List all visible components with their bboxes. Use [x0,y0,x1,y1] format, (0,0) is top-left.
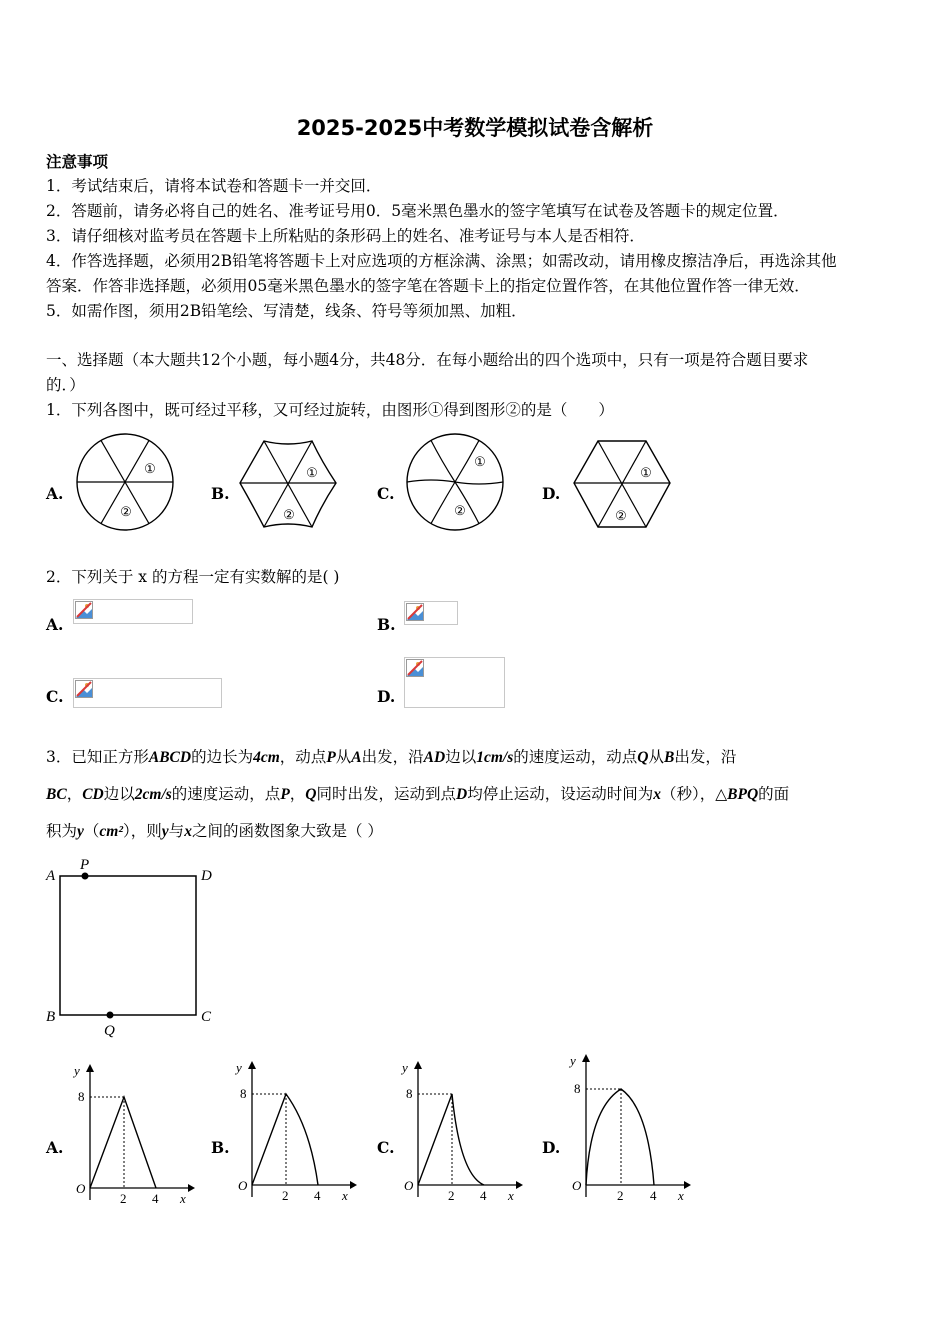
svg-text:4: 4 [480,1188,487,1202]
notice-item: 答案．作答非选择题，必须用05毫米黑色墨水的签字笔在答题卡上的指定位置作答，在其他位置作答一律无效． [46,277,810,295]
mark-1: ① [144,461,156,476]
q3-stem-line3: 积为y（cm²），则y与x之间的函数图象大致是（ ） [46,822,383,840]
section-heading: 一、选择题（本大题共12个小题，每小题4分，共48分．在每小题给出的四个选项中，只有一项是符合题目要求 [46,351,809,369]
svg-text:O: O [76,1181,86,1196]
svg-text:x: x [180,1191,186,1205]
svg-text:x: x [508,1188,514,1202]
q2-stem: 2．下列关于 x 的方程一定有实数解的是( ) [46,568,340,586]
mark-1: ① [640,465,652,480]
mark-1: ① [474,454,486,469]
point-q-label: Q [104,1023,115,1039]
q3-option-c-graph[interactable] [398,1057,523,1202]
q1-option-d-figure[interactable] [570,437,674,531]
broken-image-icon [75,680,93,698]
q2-option-d-image[interactable] [404,657,505,708]
q1-option-d-label[interactable]: D. [542,484,561,503]
mark-2: ② [120,504,132,519]
broken-image-icon [75,601,93,619]
notice-item: 3．请仔细核对监考员在答题卡上所粘贴的条形码上的姓名、准考证号与本人是否相符． [46,227,645,245]
svg-text:O: O [404,1178,414,1193]
section-heading-cont: 的．） [46,376,85,394]
notice-heading: 注意事项 [46,152,109,171]
broken-image-icon [406,659,424,677]
page-title: 2025-2025中考数学模拟试卷含解析 [296,116,654,140]
svg-text:4: 4 [650,1188,657,1200]
q3-option-d-label[interactable]: D. [542,1138,561,1157]
q3-option-c-label[interactable]: C. [377,1138,395,1157]
notice-item: 2．答题前，请务必将自己的姓名、准考证号用0．5毫米黑色墨水的签字笔填写在试卷及答题卡的规定位置． [46,202,789,220]
q1-stem: 1．下列各图中，既可经过平移，又可经过旋转，由图形①得到图形②的是（ ） [46,401,614,419]
vertex-d-label: D [201,868,212,884]
q1-option-b-label[interactable]: B. [211,484,230,503]
q3-option-b-graph[interactable] [232,1057,357,1202]
notice-item: 1．考试结束后，请将本试卷和答题卡一并交回． [46,177,382,195]
q1-option-a-label[interactable]: A. [46,484,64,503]
svg-text:y: y [236,1060,242,1075]
vertex-b-label: B [46,1009,56,1025]
svg-text:y: y [402,1060,408,1075]
svg-text:2: 2 [617,1188,624,1200]
q2-option-b-image[interactable] [404,601,458,625]
vertex-c-label: C [201,1009,212,1025]
q2-option-c-image[interactable] [73,678,222,708]
q1-option-a-figure[interactable] [75,432,175,532]
q1-option-c-label[interactable]: C. [377,484,395,503]
q3-option-b-label[interactable]: B. [211,1138,230,1157]
mark-1: ① [306,465,318,480]
q1-option-c-figure[interactable] [405,432,505,532]
svg-text:8: 8 [78,1089,85,1104]
point-p-label: P [80,857,90,873]
svg-text:y: y [74,1063,80,1078]
q3-stem-line1: 3．已知正方形ABCD的边长为4cm，动点P从A出发，沿AD边以1cm/s的速度运动，动点Q从B出发，沿 [46,748,737,766]
notice-item: 4．作答选择题，必须用2B铅笔将答题卡上对应选项的方框涂满、涂黑；如需改动，请用橡皮擦洁净后，再选涂其他 [46,252,837,270]
svg-text:O: O [572,1178,582,1193]
svg-text:8: 8 [574,1081,581,1096]
q2-option-c-label[interactable]: C. [46,687,64,706]
svg-text:x: x [342,1188,348,1202]
q2-option-b-label[interactable]: B. [377,615,396,634]
q2-option-a-image[interactable] [73,599,193,624]
q2-option-a-label[interactable]: A. [46,615,64,634]
mark-2: ② [615,508,627,523]
q2-option-d-label[interactable]: D. [377,687,396,706]
q3-square-figure [40,855,230,1045]
q1-option-b-figure[interactable] [236,437,340,531]
q3-option-a-label[interactable]: A. [46,1138,64,1157]
svg-text:2: 2 [282,1188,289,1202]
mark-2: ② [454,503,466,518]
svg-text:8: 8 [240,1086,247,1101]
broken-image-icon [406,603,424,621]
q3-option-a-graph[interactable] [70,1060,195,1205]
svg-text:2: 2 [448,1188,455,1202]
q3-option-d-graph[interactable] [566,1050,696,1200]
notice-item: 5．如需作图，须用2B铅笔绘、写清楚，线条、符号等须加黑、加粗． [46,302,527,320]
svg-text:y: y [570,1053,576,1068]
mark-2: ② [283,507,295,522]
svg-text:8: 8 [406,1086,413,1101]
svg-text:4: 4 [314,1188,321,1202]
svg-text:4: 4 [152,1191,159,1205]
q3-stem-line2: BC，CD边以2cm/s的速度运动，点P，Q同时出发，运动到点D均停止运动，设运动时间为x（秒），△BPQ的面 [46,785,790,803]
svg-text:O: O [238,1178,248,1193]
svg-text:x: x [678,1188,684,1200]
svg-text:2: 2 [120,1191,127,1205]
vertex-a-label: A [46,868,56,884]
